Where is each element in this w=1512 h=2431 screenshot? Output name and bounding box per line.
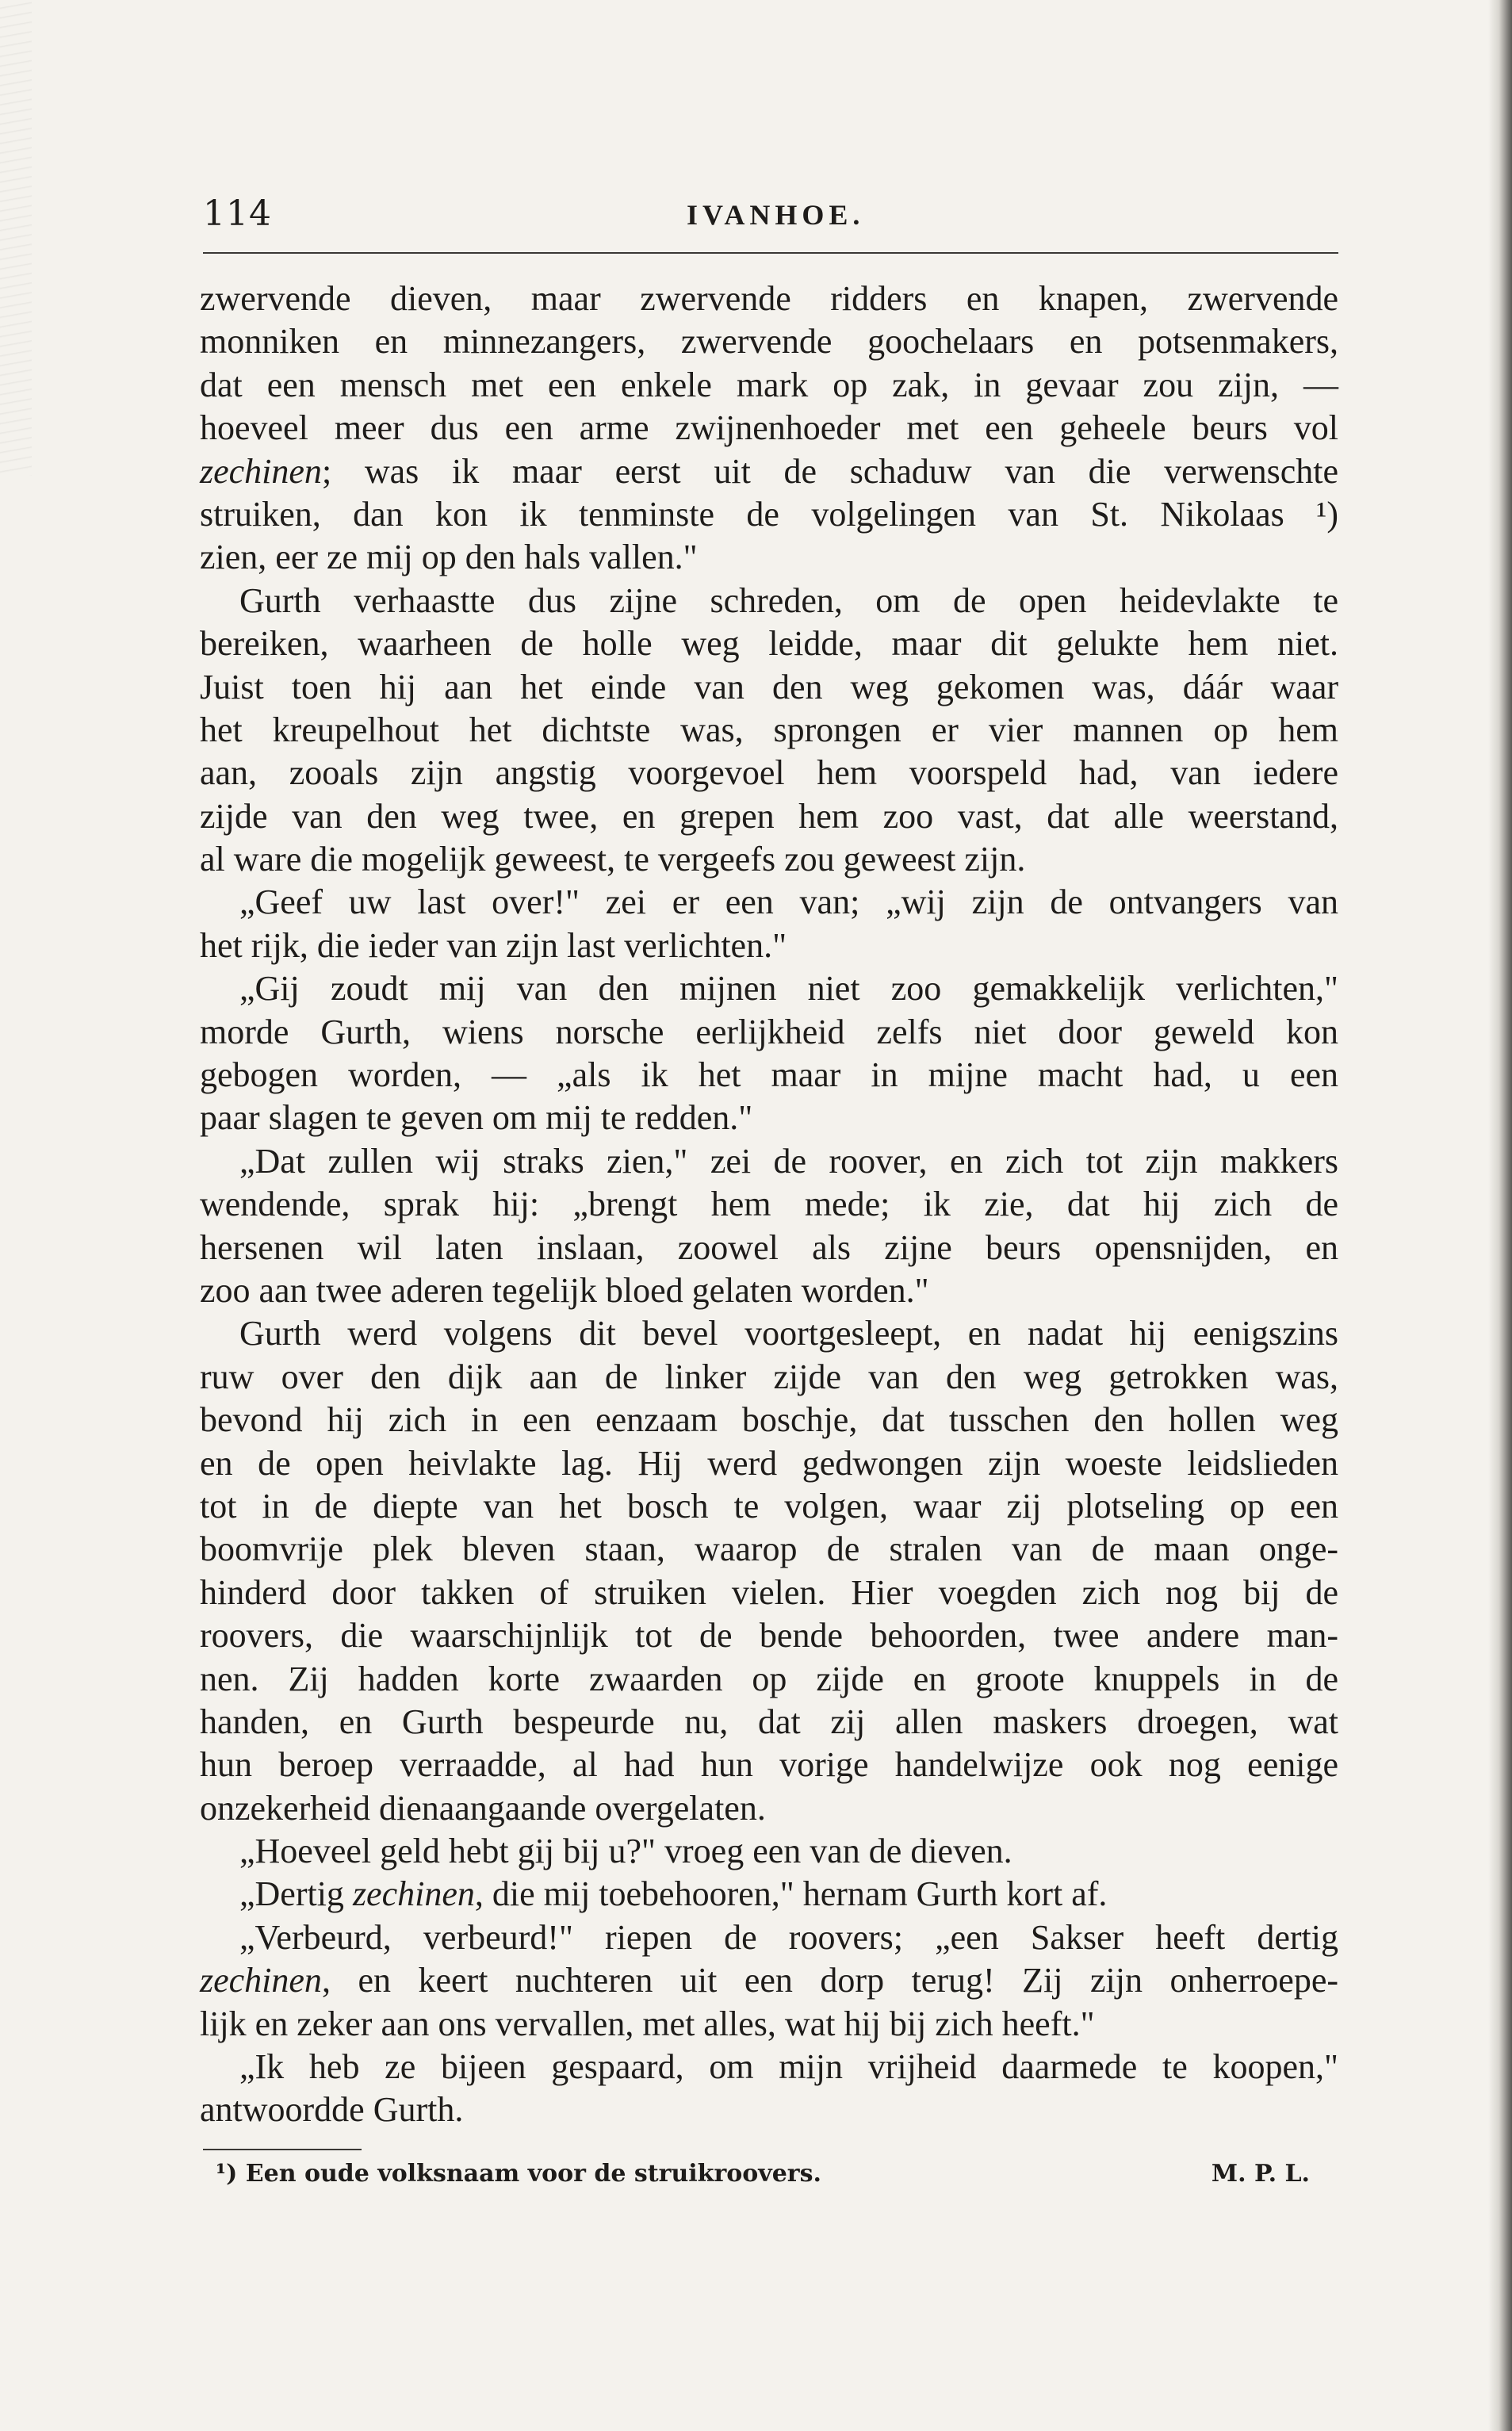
text-line: monniken en minnezangers, zwervende goochelaars en potsenmakers, <box>200 322 1338 362</box>
text-line: hersenen wil laten inslaan, zoowel als zijne beurs opensnijden, en <box>200 1227 1338 1267</box>
text-line: Juist toen hij aan het einde van den weg gekomen was, dáár waar <box>200 667 1338 706</box>
text-line: al ware die mogelijk geweest, te vergeefs zou geweest zijn. <box>200 840 1026 879</box>
page-header <box>203 193 1338 241</box>
body-text <box>200 278 1338 2132</box>
text-line: zoo aan twee aderen tegelijk bloed gelaten worden." <box>200 1270 929 1310</box>
text-line: onzekerheid dienaangaande overgelaten. <box>200 1788 766 1828</box>
text-line: dat een mensch met een enkele mark op zak, in gevaar zou zijn, — <box>200 365 1338 404</box>
running-head-title: IVANHOE. <box>687 199 865 231</box>
text-line: „Ik heb ze bijeen gespaard, om mijn vrijheid daarmede te koopen," <box>239 2047 1338 2087</box>
text-line <box>200 1959 1338 2002</box>
text-line: bereiken, waarheen de holle weg leidde, maar dit gelukte hem niet. <box>200 624 1338 664</box>
text-line: boomvrije plek bleven staan, waarop de stralen van de maan onge- <box>200 1529 1338 1569</box>
text-line: en de open heivlakte lag. Hij werd gedwongen zijn woeste leidslieden <box>200 1443 1338 1483</box>
text-line: bevond hij zich in een eenzaam boschje, dat tusschen den hollen weg <box>200 1400 1338 1440</box>
text-line: „Gij zoudt mij van den mijnen niet zoo gemakkelijk verlichten," <box>239 969 1338 1009</box>
text-line: lijk en zeker aan ons vervallen, met alles, wat hij bij zich heeft." <box>200 2004 1095 2043</box>
text-line: roovers, die waarschijnlijk tot de bende behoorden, twee andere man- <box>200 1616 1338 1656</box>
page-edge-speckle <box>0 0 32 476</box>
text-line: paar slagen te geven om mij te redden." <box>200 1098 753 1138</box>
text-line: tot in de diepte van het bosch te volgen, waar zij plotseling op een <box>200 1486 1338 1526</box>
footnote-text: ¹) Een oude volksnaam voor de struikroovers. <box>216 2160 821 2188</box>
text-line: morde Gurth, wiens norsche eerlijkheid zelfs niet door geweld kon <box>200 1012 1338 1051</box>
italic-word: zechinen <box>352 1874 475 1914</box>
text-line: Gurth verhaastte dus zijne schreden, om de open heidevlakte te <box>239 580 1338 620</box>
text-line: het rijk, die ieder van zijn last verlichten." <box>200 925 787 965</box>
text-line: antwoordde Gurth. <box>200 2090 464 2130</box>
text-line: Gurth werd volgens dit bevel voortgesleept, en nadat hij eenigszins <box>239 1314 1338 1353</box>
italic-word: zechinen <box>200 451 322 491</box>
text-line: zijde van den weg twee, en grepen hem zoo vast, dat alle weerstand, <box>200 796 1338 836</box>
text-line: „Geef uw last over!" zei er een van; „wij zijn de ontvangers van <box>239 882 1338 922</box>
text-line: hinderd door takken of struiken vielen. Hier voegden zich nog bij de <box>200 1572 1338 1612</box>
text-line: „Hoeveel geld hebt gij bij u?" vroeg een van de dieven. <box>239 1832 1012 1871</box>
text-line: gebogen worden, — „als ik het maar in mijne macht had, u een <box>200 1055 1338 1095</box>
page-binding-shadow <box>1488 0 1512 2431</box>
text-line: handen, en Gurth bespeurde nu, dat zij allen maskers droegen, wat <box>200 1702 1338 1741</box>
text-segment: „Dertig <box>239 1874 353 1914</box>
text-segment: ; was ik maar eerst uit de schaduw van die verwenschte <box>321 451 1338 491</box>
text-line: nen. Zij hadden korte zwaarden op zijde en groote knuppels in de <box>200 1659 1338 1698</box>
translator-initials: M. P. L. <box>1211 2160 1310 2188</box>
text-line: hoeveel meer dus een arme zwijnenhoeder met een geheele beurs vol <box>200 408 1338 448</box>
text-line: wendende, sprak hij: „brengt hem mede; ik zie, dat hij zich de <box>200 1185 1338 1224</box>
text-segment: , en keert nuchteren uit een dorp terug! Zij zijn onherroepe- <box>321 1961 1338 2000</box>
text-line: aan, zooals zijn angstig voorgevoel hem voorspeld had, van iedere <box>200 753 1338 793</box>
text-line: „Dat zullen wij straks zien," zei de roover, en zich tot zijn makkers <box>239 1141 1338 1181</box>
text-line <box>200 1873 1338 1916</box>
footnote <box>216 2160 1310 2199</box>
page-number: 114 <box>203 193 272 234</box>
text-line: zien, eer ze mij op den hals vallen." <box>200 538 698 577</box>
text-line: hun beroep verraadde, al had hun vorige handelwijze ook nog eenige <box>200 1745 1338 1785</box>
header-rule <box>203 252 1338 254</box>
text-line: struiken, dan kon ik tenminste de volgelingen van St. Nikolaas ¹) <box>200 494 1338 534</box>
text-line: het kreupelhout het dichtste was, sprongen er vier mannen op hem <box>200 710 1338 749</box>
text-line: ruw over den dijk aan de linker zijde van den weg getrokken was, <box>200 1357 1338 1396</box>
italic-word: zechinen <box>200 1961 322 2000</box>
text-segment: , die mij toebehooren," hernam Gurth kort af. <box>474 1874 1108 1914</box>
text-line: „Verbeurd, verbeurd!" riepen de roovers; „een Sakser heeft dertig <box>239 1917 1338 1957</box>
footnote-rule <box>203 2149 362 2150</box>
text-line: zwervende dieven, maar zwervende ridders en knapen, zwervende <box>200 279 1338 318</box>
text-line <box>200 450 1338 493</box>
